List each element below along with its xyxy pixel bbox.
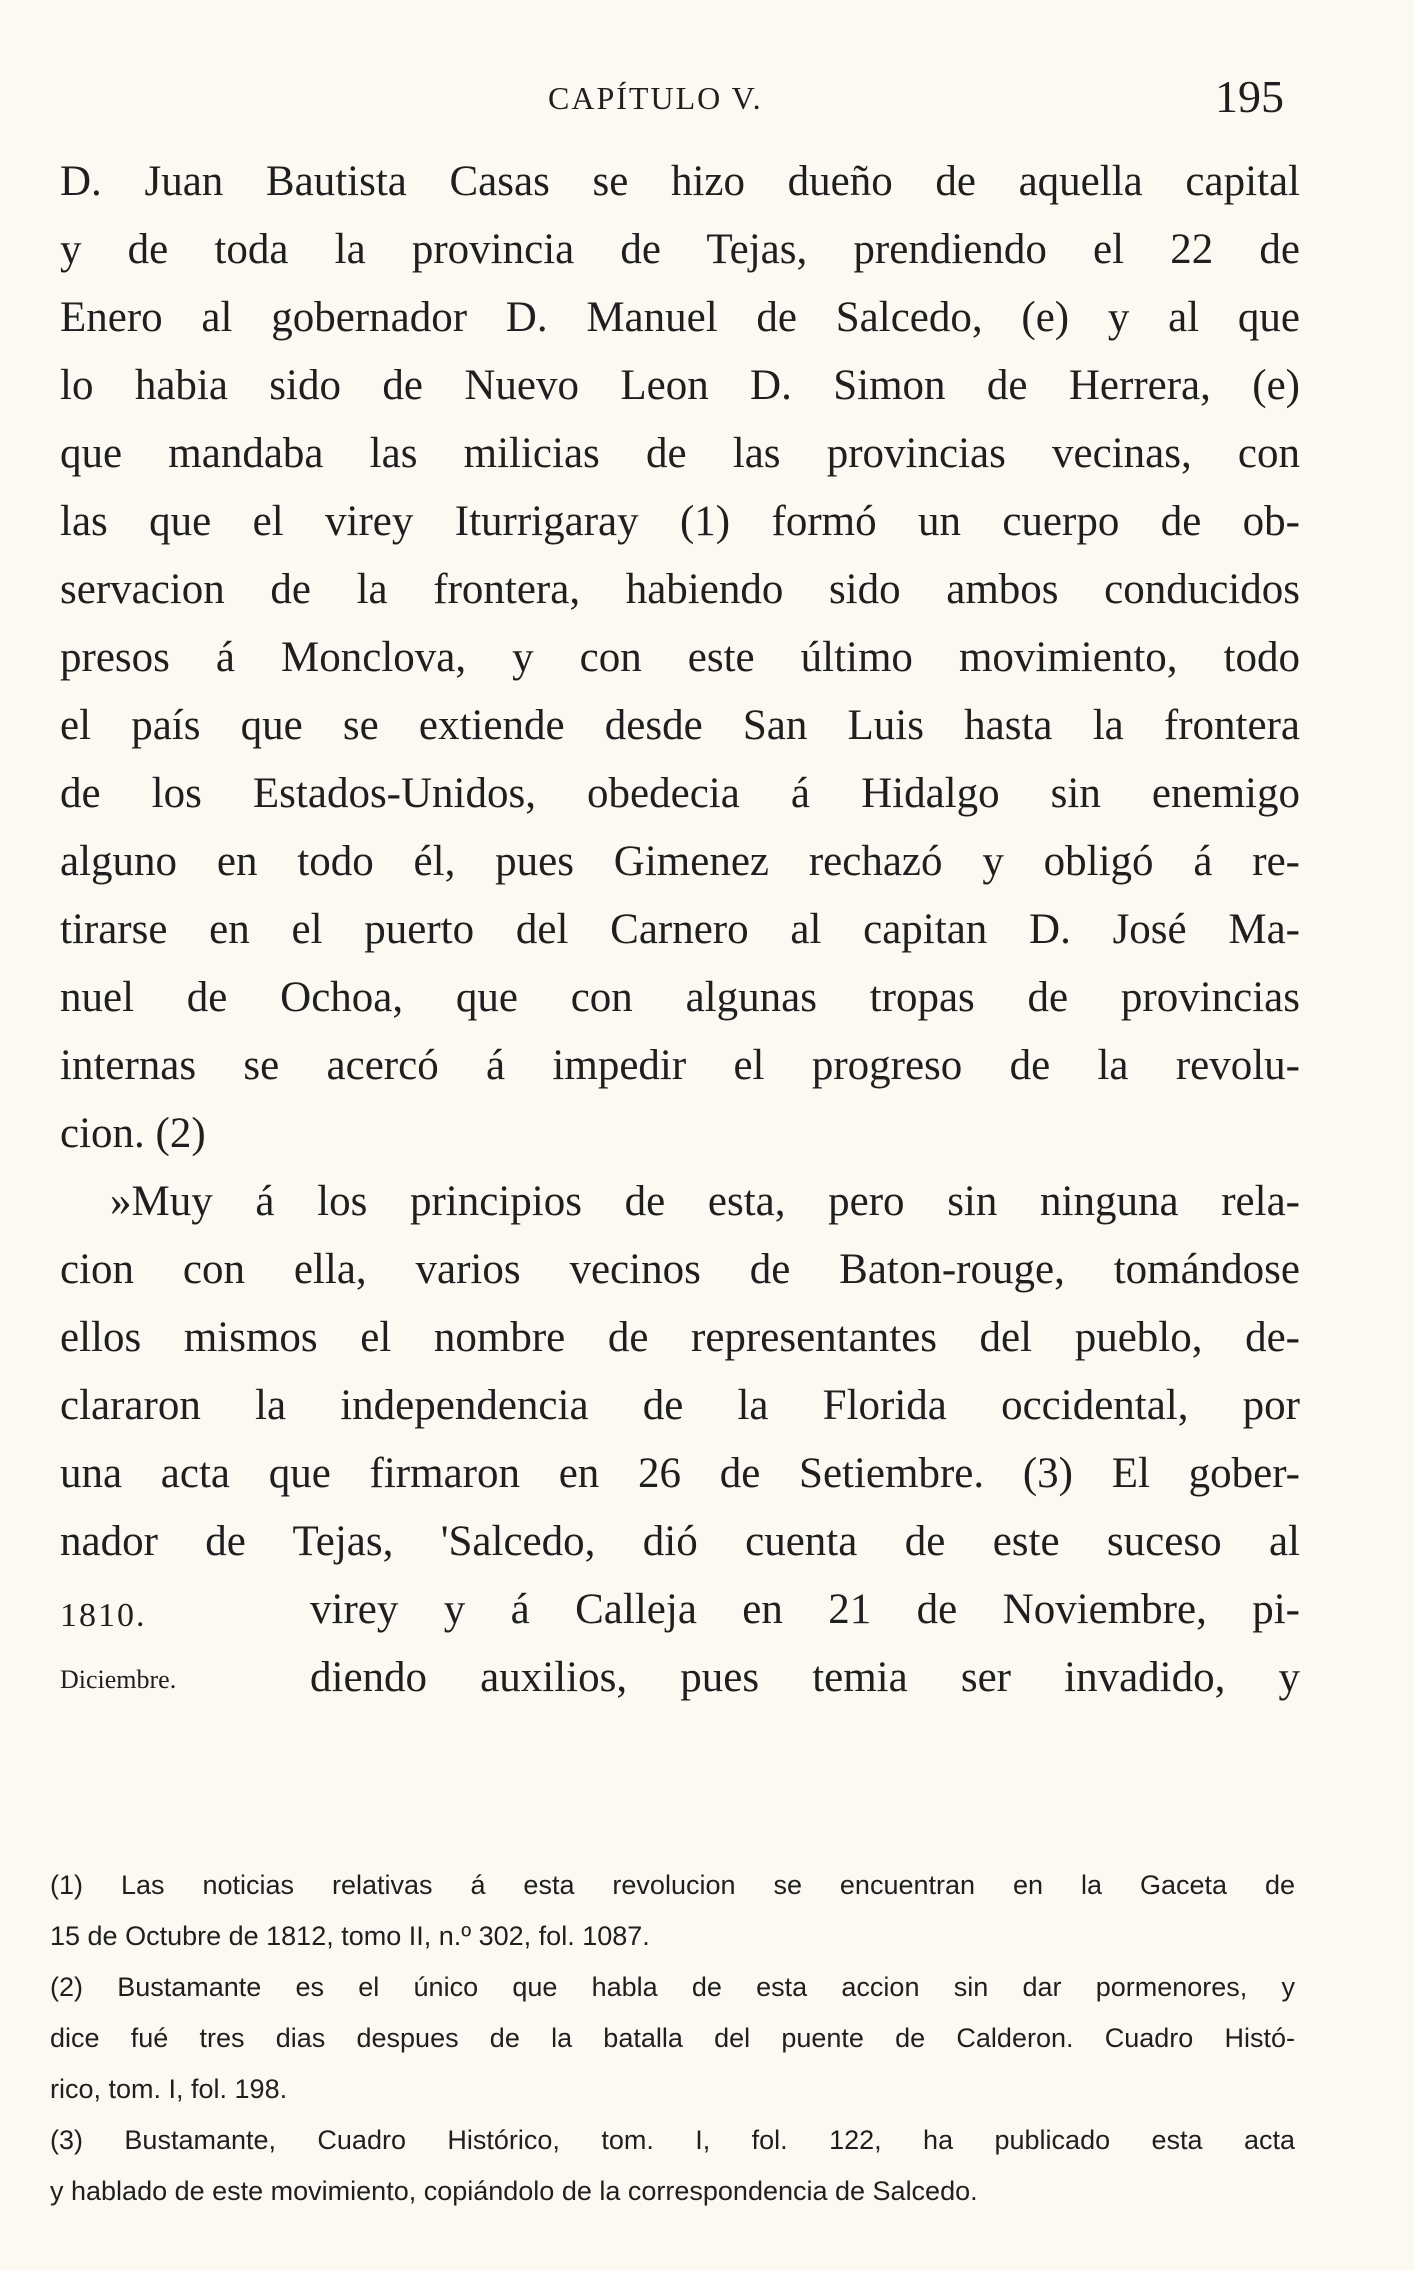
footnote-line: (1) Las noticias relativas á esta revolucion se encuentran en la Gaceta de: [50, 1870, 1295, 1900]
text-line: que mandaba las milicias de las provincias vecinas, con: [60, 430, 1300, 477]
margin-note-month: Diciembre.: [60, 1665, 177, 1694]
text-line: ellos mismos el nombre de representantes del pueblo, de-: [60, 1314, 1300, 1361]
text-line: nuel de Ochoa, que con algunas tropas de provincias: [60, 974, 1300, 1021]
text-line: y de toda la provincia de Tejas, prendiendo el 22 de: [60, 226, 1300, 273]
running-title: CAPÍTULO V.: [548, 80, 763, 116]
text-line: alguno en todo él, pues Gimenez rechazó y obligó á re-: [60, 838, 1300, 885]
text-line: [60, 1644, 1300, 1712]
footnote-line: rico, tom. I, fol. 198.: [50, 2074, 288, 2104]
text-line: [60, 1576, 1300, 1644]
footnote-line: (2) Bustamante es el único que habla de esta accion sin dar pormenores, y: [50, 1972, 1295, 2002]
text-line: Enero al gobernador D. Manuel de Salcedo, (e) y al que: [60, 294, 1300, 341]
text-line: tirarse en el puerto del Carnero al capitan D. José Ma-: [60, 906, 1300, 953]
footnote-line: y hablado de este movimiento, copiándolo de la correspondencia de Salcedo.: [50, 2176, 978, 2206]
text-line: cion con ella, varios vecinos de Baton-rouge, tomándose: [60, 1246, 1300, 1293]
text-line-content: diendo auxilios, pues temia ser invadido, y: [310, 1654, 1300, 1701]
page-header: [0, 70, 1414, 130]
text-line-content: virey y á Calleja en 21 de Noviembre, pi-: [310, 1586, 1300, 1633]
text-line: D. Juan Bautista Casas se hizo dueño de aquella capital: [60, 158, 1300, 205]
text-line: cion. (2): [60, 1110, 206, 1157]
text-line: internas se acercó á impedir el progreso de la revolu-: [60, 1042, 1300, 1089]
page-number: 195: [1215, 71, 1284, 122]
text-line: el país que se extiende desde San Luis hasta la frontera: [60, 702, 1300, 749]
text-line: presos á Monclova, y con este último movimiento, todo: [60, 634, 1300, 681]
footnotes: [50, 1860, 1295, 2217]
text-line: las que el virey Iturrigaray (1) formó un cuerpo de ob-: [60, 498, 1300, 545]
text-line: clararon la independencia de la Florida occidental, por: [60, 1382, 1300, 1429]
footnote-line: dice fué tres dias despues de la batalla del puente de Calderon. Cuadro Histó-: [50, 2023, 1295, 2053]
text-line: de los Estados-Unidos, obedecia á Hidalgo sin enemigo: [60, 770, 1300, 817]
text-line: servacion de la frontera, habiendo sido ambos conducidos: [60, 566, 1300, 613]
footnote-line: (3) Bustamante, Cuadro Histórico, tom. I, fol. 122, ha publicado esta acta: [50, 2125, 1295, 2155]
text-line: nador de Tejas, 'Salcedo, dió cuenta de este suceso al: [60, 1518, 1300, 1565]
footnote-line: 15 de Octubre de 1812, tomo II, n.º 302, fol. 1087.: [50, 1921, 650, 1951]
text-line: lo habia sido de Nuevo Leon D. Simon de Herrera, (e): [60, 362, 1300, 409]
text-line: una acta que firmaron en 26 de Setiembre. (3) El gober-: [60, 1450, 1300, 1497]
main-text: [60, 148, 1300, 1712]
margin-note-year: 1810.: [60, 1597, 147, 1634]
text-line: »Muy á los principios de esta, pero sin ninguna rela-: [110, 1178, 1300, 1225]
